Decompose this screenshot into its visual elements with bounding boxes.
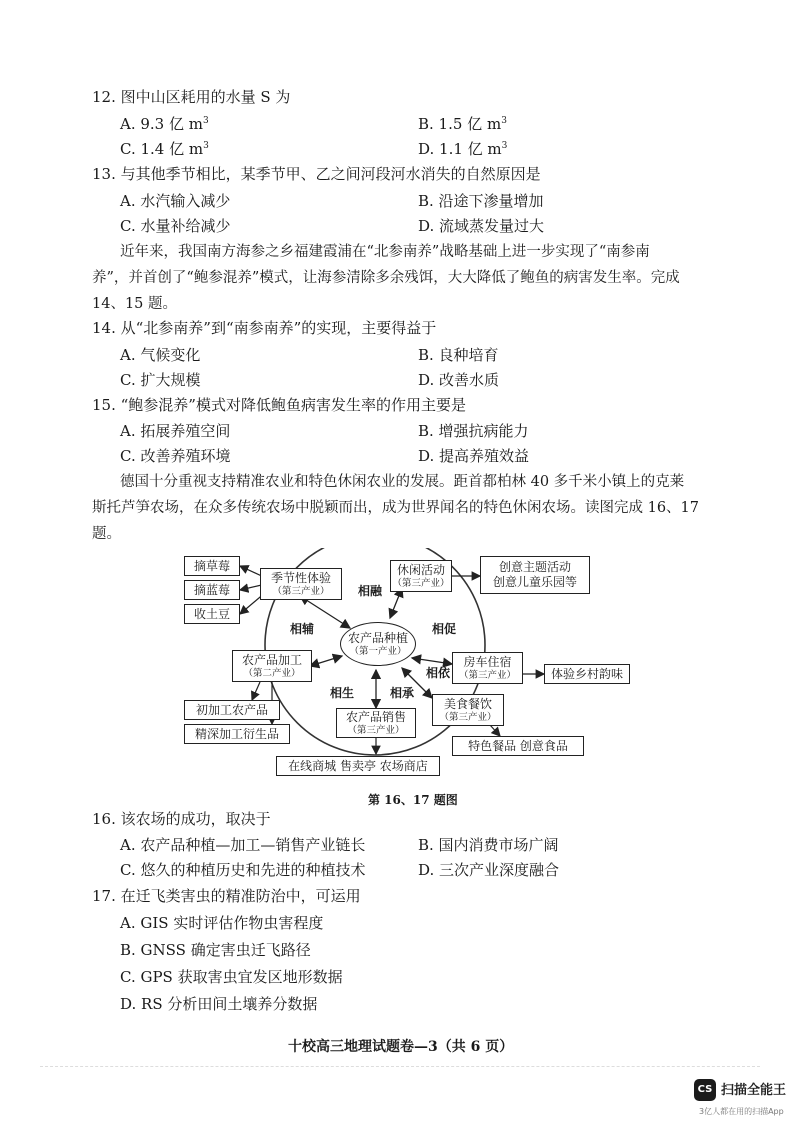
node-specialty-food: 特色餐品 创意食品	[452, 736, 584, 756]
relation-xiangcheng: 相承	[390, 686, 415, 700]
node-product-sales: 农产品销售 （第三产业）	[336, 708, 416, 738]
q12-option-d: D. 1.1 亿 $m^3$	[418, 140, 508, 158]
item-pick-blueberry: 摘蓝莓	[184, 580, 240, 600]
q16-option-b: B. 国内消费市场广阔	[418, 836, 559, 854]
farm-industry-diagram	[180, 548, 623, 788]
footer-divider	[40, 1066, 760, 1067]
node-leisure-activities: 休闲活动 （第三产业）	[390, 560, 452, 592]
q17-option-c: C. GPS 获取害虫宜发区地形数据	[120, 968, 343, 986]
q14-option-c: C. 扩大规模	[120, 371, 201, 389]
node-rural-experience: 体验乡村韵味	[544, 664, 630, 684]
q14-option-d: D. 改善水质	[418, 371, 500, 389]
passage-1-line-2: 养”，并首创了“鲍参混养”模式，让海参清除多余残饵，大大降低了鲍鱼的病害发生率。完成	[92, 270, 680, 286]
line-processing-primary	[252, 682, 260, 700]
passage-2-line-2: 斯托芦笋农场，在众多传统农场中脱颖而出，成为世界闻名的特色休闲农场。读图完成 16、17	[92, 500, 700, 516]
item-deep-processed: 精深加工衍生品	[184, 724, 290, 744]
item-pick-strawberry: 摘草莓	[184, 556, 240, 576]
node-rv-lodging: 房车住宿 （第三产业）	[452, 652, 523, 684]
arrow-to-processing	[310, 656, 342, 666]
q12-stem: 12. 图中山区耗用的水量 S 为	[92, 88, 291, 106]
q16-stem: 16. 该农场的成功，取决于	[92, 810, 271, 828]
q14-option-a: A. 气候变化	[120, 346, 201, 364]
q16-option-d: D. 三次产业深度融合	[418, 861, 560, 879]
node-food-dining: 美食餐饮 （第三产业）	[432, 694, 504, 726]
camscanner-logo-icon: CS	[694, 1079, 716, 1101]
watermark-subtitle: 3亿人都在用的扫描App	[699, 1107, 784, 1116]
q14-stem: 14. 从“北参南养”到“南参南养”的实现，主要得益于	[92, 319, 437, 337]
node-seasonal-experience: 季节性体验 （第三产业）	[260, 568, 342, 600]
q17-option-d: D. RS 分析田间土壤养分数据	[120, 995, 318, 1013]
relation-xiangsheng: 相生	[330, 686, 355, 700]
node-creative-activities: 创意主题活动 创意儿童乐园等	[480, 556, 590, 594]
q16-option-a: A. 农产品种植—加工—销售产业链长	[120, 836, 366, 854]
item-dig-potato: 收土豆	[184, 604, 240, 624]
q13-stem: 13. 与其他季节相比，某季节甲、乙之间河段河水消失的自然原因是	[92, 165, 541, 183]
q12-option-a: A. 9.3 亿 $m^3$	[120, 115, 209, 133]
q12-option-c: C. 1.4 亿 $m^3$	[120, 140, 209, 158]
relation-xiangfu: 相辅	[290, 622, 315, 636]
q15-option-b: B. 增强抗病能力	[418, 422, 529, 440]
passage-2-line-1: 德国十分重视支持精准农业和特色休闲农业的发展。距首都柏林 40 多千米小镇上的克莱	[120, 474, 685, 490]
node-crop-planting: 农产品种植 （第一产业）	[340, 622, 416, 666]
node-sales-channels: 在线商城 售卖亭 农场商店	[276, 756, 440, 776]
relation-xiangyi: 相依	[426, 666, 451, 680]
q15-option-d: D. 提高养殖效益	[418, 447, 530, 465]
passage-2-line-3: 题。	[92, 526, 121, 542]
q15-stem: 15. “鲍参混养”模式对降低鲍鱼病害发生率的作用主要是	[92, 396, 466, 414]
q15-option-c: C. 改善养殖环境	[120, 447, 231, 465]
relation-xiangcu: 相促	[432, 622, 457, 636]
q13-option-c: C. 水量补给减少	[120, 217, 231, 235]
q17-option-b: B. GNSS 确定害虫迁飞路径	[120, 941, 311, 959]
q12-option-b: B. 1.5 亿 $m^3$	[418, 115, 507, 133]
q14-option-b: B. 良种培育	[418, 346, 499, 364]
item-primary-processed: 初加工农产品	[184, 700, 280, 720]
watermark-title: 扫描全能王	[721, 1083, 787, 1098]
q13-option-d: D. 流域蒸发量过大	[418, 217, 545, 235]
passage-1-line-1: 近年来，我国南方海参之乡福建霞浦在“北参南养”战略基础上进一步实现了“南参南	[120, 244, 650, 260]
q16-option-c: C. 悠久的种植历史和先进的种植技术	[120, 861, 366, 879]
relation-ronghe: 相融	[358, 584, 383, 598]
arrow-to-leisure	[390, 588, 402, 618]
page-footer: 十校高三地理试题卷—3（共 6 页）	[288, 1039, 514, 1055]
diagram-caption: 第 16、17 题图	[368, 793, 458, 807]
q15-option-a: A. 拓展养殖空间	[120, 422, 231, 440]
passage-1-line-3: 14、15 题。	[92, 296, 178, 312]
q13-option-b: B. 沿途下渗量增加	[418, 192, 544, 210]
q13-option-a: A. 水汽输入减少	[120, 192, 231, 210]
q17-option-a: A. GIS 实时评估作物虫害程度	[120, 914, 324, 932]
node-product-processing: 农产品加工 （第二产业）	[232, 650, 312, 682]
q17-stem: 17. 在迁飞类害虫的精准防治中，可运用	[92, 887, 361, 905]
